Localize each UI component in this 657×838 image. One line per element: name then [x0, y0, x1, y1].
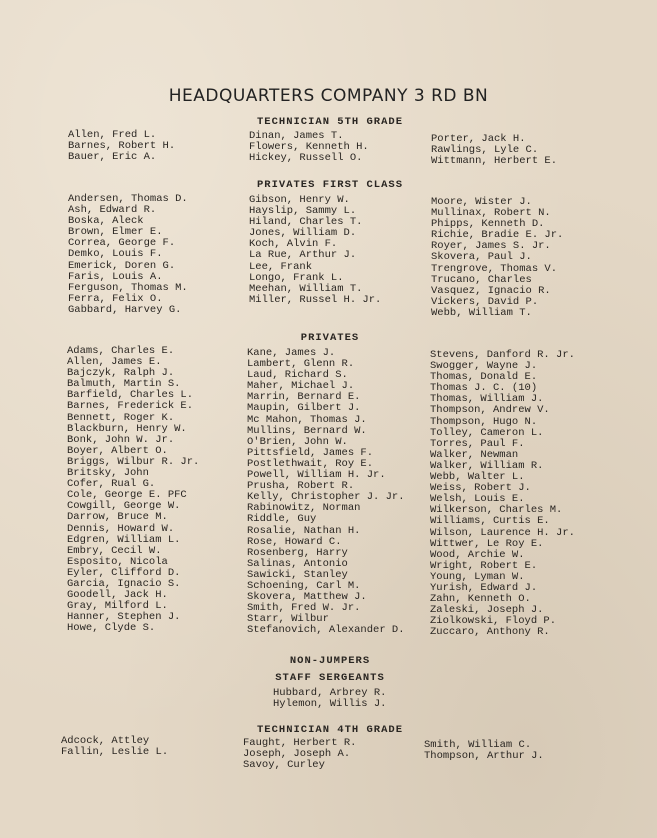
roster-name: Hiland, Charles T.	[249, 216, 363, 229]
roster-name: Ferra, Felix O.	[68, 292, 163, 305]
roster-name: Barnes, Frederick E.	[67, 400, 194, 413]
roster-name: Hanner, Stephen J.	[67, 611, 181, 624]
roster-name: Eyler, Clifford D.	[67, 566, 181, 579]
roster-name: Dennis, Howard W.	[67, 522, 175, 535]
privates-column-2	[247, 348, 405, 636]
roster-name: Barnes, Robert H.	[68, 140, 176, 153]
roster-name: Bajczyk, Ralph J.	[67, 367, 175, 380]
roster-name: Skovera, Paul J.	[431, 251, 532, 264]
tech5-column-2	[249, 131, 369, 164]
roster-name: Thomas, Donald E.	[430, 371, 538, 384]
roster-name: Smith, Fred W. Jr.	[247, 602, 361, 615]
roster-name: Trengrove, Thomas V.	[431, 262, 558, 275]
roster-name: Faris, Louis A.	[68, 270, 163, 283]
roster-name: Jones, William D.	[249, 227, 357, 240]
roster-name: Vasquez, Ignacio R.	[431, 284, 551, 297]
roster-name: Darrow, Bruce M.	[67, 511, 168, 524]
roster-name: Webb, William T.	[431, 306, 532, 319]
heading-privates-first-class: PRIVATES FIRST CLASS	[256, 179, 404, 191]
roster-name: Walker, William R.	[430, 459, 544, 472]
roster-name: Starr, Wilbur	[247, 613, 329, 626]
roster-name: Koch, Alvin F.	[249, 238, 338, 251]
roster-name: Thompson, Hugo N.	[430, 415, 538, 428]
roster-name: Wood, Archie W.	[430, 548, 525, 561]
roster-name: Smith, William C.	[424, 739, 532, 751]
roster-name: Adams, Charles E.	[67, 345, 175, 357]
roster-name: Rawlings, Lyle C.	[431, 144, 539, 157]
roster-name: Rose, Howard C.	[247, 535, 342, 548]
roster-name: Longo, Frank L.	[249, 271, 344, 284]
roster-name: Gabbard, Harvey G.	[68, 303, 182, 316]
roster-name: Lambert, Glenn R.	[247, 358, 355, 371]
roster-name: Marrin, Bernard E.	[247, 391, 361, 404]
roster-name: Wilkerson, Charles M.	[430, 504, 563, 517]
roster-name: Dinan, James T.	[249, 130, 344, 142]
roster-name: Savoy, Curley	[243, 759, 325, 772]
roster-name: Richie, Bradie E. Jr.	[431, 229, 564, 242]
heading-privates: PRIVATES	[300, 332, 360, 344]
roster-name: Gibson, Henry W.	[249, 194, 350, 206]
heading-staff-sergeants: STAFF SERGEANTS	[275, 672, 385, 684]
roster-name: Flowers, Kenneth H.	[249, 141, 369, 154]
roster-name: Andersen, Thomas D.	[68, 193, 188, 205]
roster-name: Porter, Jack H.	[431, 133, 526, 145]
pfc-column-2	[249, 195, 381, 306]
roster-name: Prusha, Robert R.	[247, 480, 355, 493]
tech4-column-1	[61, 736, 168, 758]
heading-technician-4th-grade: TECHNICIAN 4TH GRADE	[256, 724, 404, 736]
heading-non-jumpers: NON-JUMPERS	[289, 655, 371, 667]
roster-name: Faught, Herbert R.	[243, 737, 357, 749]
roster-name: La Rue, Arthur J.	[249, 249, 357, 262]
roster-name: Howe, Clyde S.	[67, 622, 156, 635]
roster-name: Demko, Louis F.	[68, 248, 163, 261]
roster-name: Hylemon, Willis J.	[273, 698, 387, 711]
tech4-column-3	[424, 740, 544, 762]
roster-name: Skovera, Matthew J.	[247, 591, 367, 604]
roster-name: Fallin, Leslie L.	[61, 746, 169, 759]
pfc-column-3	[431, 197, 563, 319]
roster-name: Zahn, Kenneth O.	[430, 593, 531, 606]
roster-name: Wittmann, Herbert E.	[431, 155, 558, 168]
roster-name: Schoening, Carl M.	[247, 579, 361, 592]
roster-name: Joseph, Joseph A.	[243, 748, 351, 761]
roster-name: Young, Lyman W.	[430, 570, 525, 583]
roster-name: Stevens, Danford R. Jr.	[430, 349, 575, 361]
roster-name: Blackburn, Henry W.	[67, 422, 187, 435]
roster-name: Lee, Frank	[249, 260, 313, 273]
staff-sergeants-column	[273, 688, 386, 710]
roster-name: Ziolkowski, Floyd P.	[430, 615, 557, 628]
roster-name: Swogger, Wayne J.	[430, 360, 538, 373]
roster-name: Williams, Curtis E.	[430, 515, 550, 528]
roster-name: Thompson, Arthur J.	[424, 750, 544, 763]
tech5-column-3	[431, 134, 557, 167]
roster-name: Kelly, Christopher J. Jr.	[247, 491, 405, 504]
roster-name: Postlethwait, Roy E.	[247, 457, 374, 470]
roster-name: Thompson, Andrew V.	[430, 404, 550, 417]
roster-name: Maher, Michael J.	[247, 380, 355, 393]
roster-name: Britsky, John	[67, 467, 149, 480]
roster-name: O'Brien, John W.	[247, 435, 348, 448]
roster-name: Phipps, Kenneth D.	[431, 218, 545, 231]
roster-name: Kane, James J.	[247, 347, 336, 359]
roster-name: Bauer, Eric A.	[68, 151, 157, 164]
page-title: HEADQUARTERS COMPANY 3 RD BN	[168, 86, 489, 106]
roster-name: Hickey, Russell O.	[249, 152, 363, 165]
roster-name: Allen, Fred L.	[68, 129, 157, 141]
roster-name: Meehan, William T.	[249, 282, 363, 295]
roster-name: Rosenberg, Harry	[247, 546, 348, 559]
roster-name: Torres, Paul F.	[430, 437, 525, 450]
roster-name: Laud, Richard S.	[247, 369, 348, 382]
roster-name: Briggs, Wilbur R. Jr.	[67, 455, 200, 468]
roster-name: Riddle, Guy	[247, 513, 317, 526]
roster-name: Sawicki, Stanley	[247, 568, 348, 581]
roster-name: Esposito, Nicola	[67, 555, 168, 568]
roster-name: Trucano, Charles	[431, 273, 532, 286]
roster-name: Yurish, Edward J.	[430, 581, 538, 594]
roster-name: Ash, Edward R.	[68, 204, 157, 217]
roster-name: Miller, Russel H. Jr.	[249, 293, 382, 306]
roster-name: Weiss, Robert J.	[430, 482, 531, 495]
roster-name: Moore, Wister J.	[431, 196, 532, 208]
roster-name: Barfield, Charles L.	[67, 389, 194, 402]
roster-name: Tolley, Cameron L.	[430, 426, 544, 439]
roster-name: Bennett, Roger K.	[67, 411, 175, 424]
pfc-column-1	[68, 194, 188, 316]
roster-name: Pittsfield, James F.	[247, 446, 374, 459]
roster-name: Rabinowitz, Norman	[247, 502, 361, 515]
roster-name: Goodell, Jack H.	[67, 589, 168, 602]
roster-name: Correa, George F.	[68, 237, 176, 250]
tech5-column-1	[68, 130, 175, 163]
roster-name: Emerick, Doren G.	[68, 259, 176, 272]
roster-name: Zaleski, Joseph J.	[430, 604, 544, 617]
roster-name: Stefanovich, Alexander D.	[247, 624, 405, 637]
roster-name: Ferguson, Thomas M.	[68, 281, 188, 294]
roster-name: Brown, Elmer E.	[68, 226, 163, 239]
roster-name: Wilson, Laurence H. Jr.	[430, 526, 575, 539]
roster-name: Thomas, William J.	[430, 393, 544, 406]
roster-name: Balmuth, Martin S.	[67, 378, 181, 391]
roster-name: Powell, William H. Jr.	[247, 469, 386, 482]
roster-name: Salinas, Antonio	[247, 557, 348, 570]
roster-name: Adcock, Attley	[61, 735, 150, 747]
roster-name: Walker, Newman	[430, 448, 519, 461]
roster-name: Wittwer, Le Roy E.	[430, 537, 544, 550]
roster-name: Thomas J. C. (10)	[430, 382, 538, 395]
roster-name: Wright, Robert E.	[430, 559, 538, 572]
roster-name: Mullins, Bernard W.	[247, 424, 367, 437]
roster-name: Rosalie, Nathan H.	[247, 524, 361, 537]
roster-name: Webb, Walter L.	[430, 471, 525, 484]
privates-column-3	[430, 350, 575, 638]
roster-name: Welsh, Louis E.	[430, 493, 525, 506]
roster-name: Allen, James E.	[67, 356, 162, 369]
roster-name: Maupin, Gilbert J.	[247, 402, 361, 415]
roster-name: Hayslip, Sammy L.	[249, 205, 357, 218]
roster-name: Royer, James S. Jr.	[431, 240, 551, 253]
roster-name: Garcia, Ignacio S.	[67, 577, 181, 590]
roster-name: Cowgill, George W.	[67, 500, 181, 513]
roster-name: Mc Mahon, Thomas J.	[247, 413, 367, 426]
heading-technician-5th-grade: TECHNICIAN 5TH GRADE	[256, 116, 404, 128]
roster-name: Boyer, Albert O.	[67, 444, 168, 457]
roster-name: Cole, George E. PFC	[67, 489, 187, 502]
roster-name: Cofer, Rual G.	[67, 478, 156, 491]
roster-name: Mullinax, Robert N.	[431, 207, 551, 220]
roster-name: Gray, Milford L.	[67, 600, 168, 613]
privates-column-1	[67, 346, 199, 634]
roster-name: Boska, Aleck	[68, 215, 144, 228]
roster-name: Bonk, John W. Jr.	[67, 433, 175, 446]
roster-name: Edgren, William L.	[67, 533, 181, 546]
roster-name: Zuccaro, Anthony R.	[430, 626, 550, 639]
roster-name: Vickers, David P.	[431, 295, 539, 308]
roster-name: Hubbard, Arbrey R.	[273, 687, 387, 699]
tech4-column-2	[243, 738, 356, 771]
roster-name: Embry, Cecil W.	[67, 544, 162, 557]
